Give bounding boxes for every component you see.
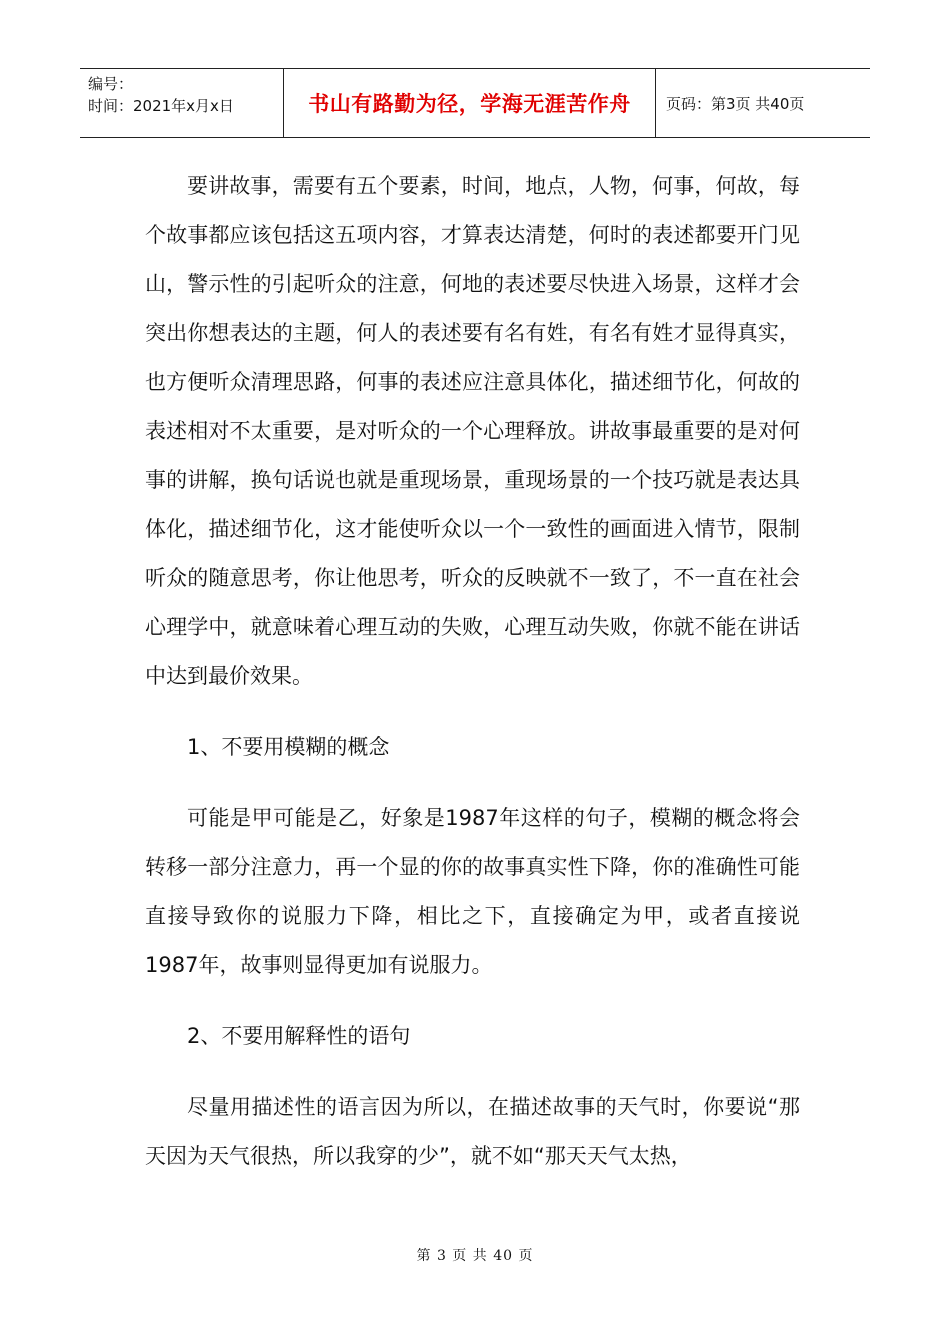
document-body	[145, 162, 800, 1181]
page-footer	[0, 1245, 950, 1265]
header-page-cell	[656, 69, 870, 137]
section-heading: 1、不要用模糊的概念	[187, 735, 390, 759]
document-date: 时间：2021年x月x日	[88, 97, 234, 115]
header-meta-cell	[80, 69, 284, 137]
header-page-info: 页码：第3页 共40页	[666, 94, 805, 113]
footer-page-number: 第 3 页 共 40 页	[416, 1248, 534, 1264]
header-motto-cell	[284, 69, 656, 137]
document-header	[80, 68, 870, 138]
section-heading: 2、不要用解释性的语句	[187, 1024, 411, 1048]
document-number-label: 编号：	[88, 75, 134, 93]
header-motto: 书山有路勤为径，学海无涯苦作舟	[308, 92, 631, 116]
body-paragraph: 要讲故事，需要有五个要素，时间，地点，人物，何事，何故，每个故事都应该包括这五项内容，才算表达清楚，何时的表述都要开门见山，警示性的引起听众的注意，何地的表述要尽快进入场景，这样才会突出你想表达的主题，何人的表述要有名有姓，有名有姓才显得真实，也方便听众清理思路，何事的表述应注意具体化，描述细节化，何故的表述相对不太重要，是对听众的一个心理释放。讲故事最重要的是对何事的讲解，换句话说也就是重现场景，重现场景的一个技巧就是表达具体化，描述细节化，这才能使听众以一个一致性的画面进入情节，限制听众的随意思考，你让他思考，听众的反映就不一致了，不一直在社会心理学中，就意味着心理互动的失败，心理互动失败，你就不能在讲话中达到最价效果。	[145, 174, 800, 688]
body-paragraph: 尽量用描述性的语言因为所以，在描述故事的天气时，你要说“那天因为天气很热，所以我穿的少”，就不如“那天天气太热，	[145, 1095, 800, 1168]
body-paragraph: 可能是甲可能是乙，好象是1987年这样的句子，模糊的概念将会转移一部分注意力，再一个显的你的故事真实性下降，你的准确性可能直接导致你的说服力下降，相比之下，直接确定为甲，或者直接说1987年，故事则显得更加有说服力。	[145, 806, 800, 977]
